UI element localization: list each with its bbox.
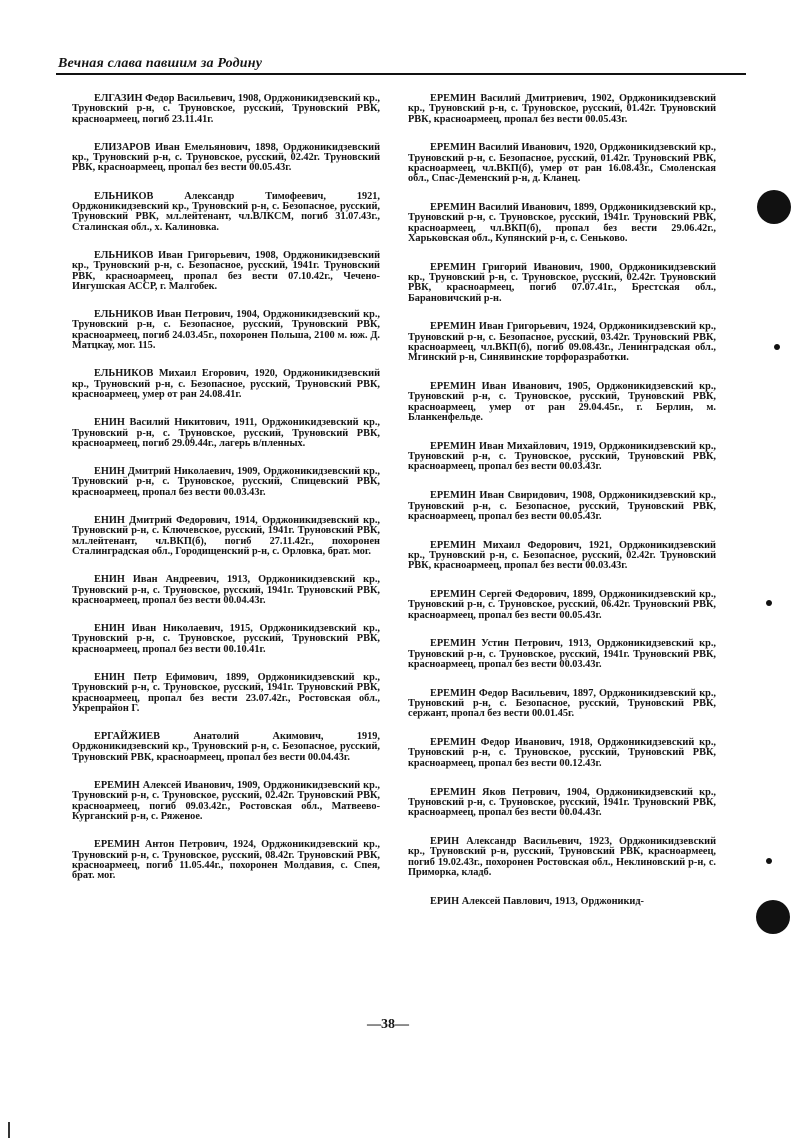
entry-name: ЕРЕМИН Григорий Иванович <box>430 261 581 273</box>
entry-name: ЕРИН Александр Васильевич <box>430 835 580 847</box>
list-item <box>72 732 380 763</box>
entry-details: , 1908, Орджоникидзевский кр., Труновский р-н, с. Безопасное, русский, Труновский РВК, красноармеец, пропал без вести 00.05.43г. <box>408 490 716 522</box>
list-item <box>72 94 380 125</box>
entry-name: ЕРЕМИН Алексей Иванович <box>94 780 232 792</box>
entry-details: , 1913, Орджоникид- <box>549 895 644 907</box>
entry-details: , 1913, Орджоникидзевский кр., Труновский р-н, с. Труновское, русский, 1941г. Труновский РВК, красноармеец, пропал без вести 00.04.43г. <box>72 574 380 606</box>
list-item <box>408 639 716 670</box>
entry-name: ЕЛЬНИКОВ Иван Григорьевич <box>94 249 248 261</box>
entry-name: ЕРЕМИН Сергей Федорович <box>430 589 567 600</box>
entry-details: , 1919, Орджоникидзевский кр., Труновский р-н, с. Безопасное, русский, Труновский РВК, красноармеец, пропал без вести 00.04.43г. <box>72 731 380 763</box>
entry-details: , 1918, Орджоникидзевский кр., Труновский р-н, с. Труновское, русский, Труновский РВК, красноармеец, пропал без вести 00.12.43г. <box>408 737 716 769</box>
list-item <box>408 738 716 769</box>
punch-hole-mark <box>756 900 790 934</box>
list-item <box>408 590 716 621</box>
entry-name: ЕРЕМИН Василий Дмитриевич <box>430 93 584 104</box>
list-item <box>72 143 380 174</box>
entry-details: , 1905, Орджоникидзевский кр., Труновский р-н, с. Труновское, русский, Труновский РВК, красноармеец, умер от ран 29.04.45г., г. Берлин, м. Бланкенфельде. <box>408 381 716 424</box>
right-column <box>408 94 716 925</box>
entry-details: , 1899, Орджоникидзевский кр., Труновский р-н, с. Труновское, русский, 1941г. Труновский РВК, красноармеец, пропал без вести 23.07.42г., Ростовская обл., Укрепрайон Г. <box>72 671 380 714</box>
entry-name: ЕНИН Петр Ефимович <box>94 671 215 683</box>
list-item <box>72 369 380 400</box>
entry-details: , 1920, Орджоникидзевский кр., Труновский р-н, с. Безопасное, русский, 01.42г. Труновский РВК, красноармеец, чл.ВКП(б), умер от ран 16.08.43г., Смоленская обл., Спас-Деменский р-н, д. Кланец. <box>408 142 716 185</box>
entry-name: ЕНИН Иван Андреевич <box>94 574 217 586</box>
entry-name: ЕРЕМИН Иван Свиридович <box>430 490 566 502</box>
list-item <box>408 263 716 304</box>
entry-details: , 1909, Орджоникидзевский кр., Труновский р-н, с. Труновское, русский, 02.42г. Труновский РВК, красноармеец, погиб 09.03.42г., Ростовская обл., Матвеево-Курганский р-н, с. Ряженое. <box>72 780 380 822</box>
entry-name: ЕРЕМИН Антон Петрович <box>94 839 226 851</box>
entry-name: ЕЛИЗАРОВ Иван Емельянович <box>94 141 248 153</box>
list-item <box>408 788 716 819</box>
list-item <box>408 837 716 878</box>
list-item <box>72 516 380 557</box>
entry-details: , 1924, Орджоникидзевский кр., Труновский р-н, с. Безопасное, русский, 03.42г. Труновский РВК, красноармеец, чл.ВКП(б), погиб 09.08.43г., Ленинградская обл., Мгинский р-н, Синявинские торфоразработки. <box>408 321 716 364</box>
running-header-title: Вечная слава павшим за Родину <box>58 56 263 71</box>
list-item <box>408 541 716 572</box>
entry-name: ЕНИН Василий Никитович <box>94 417 228 429</box>
list-item <box>72 673 380 714</box>
header-rule <box>56 73 746 75</box>
entry-details: , 1919, Орджоникидзевский кр., Труновский р-н, с. Труновское, русский, Труновский РВК, красноармеец, пропал без вести 00.03.43г. <box>408 440 716 473</box>
entry-name: ЕЛГАЗИН Федор Васильевич <box>94 93 233 104</box>
entry-name: ЕЛЬНИКОВ Иван Петрович <box>94 309 231 321</box>
left-column <box>72 94 380 899</box>
entry-name: ЕРЕМИН Василий Иванович <box>430 202 569 214</box>
entry-name: ЕРЕМИН Федор Иванович <box>430 737 562 749</box>
entry-details: , 1908, Орджоникидзевский кр., Труновский р-н, с. Безопасное, русский, 1941г. Труновский РВК, красноармеец, пропал без вести 07.10.42г., Чечено-Ингушская АССР, г. Малгобек. <box>72 249 380 292</box>
punch-hole-mark <box>774 344 780 350</box>
entry-name: ЕРГАЙЖИЕВ Анатолий Акимович <box>94 731 321 743</box>
entry-details: , 1921, Орджоникидзевский кр., Труновский р-н, с. Безопасное, русский, Труновский РВК, мл.лейтенант, чл.ВЛКСМ, погиб 31.07.43г., Сталинская обл., х. Калиновка. <box>72 190 380 233</box>
list-item <box>72 781 380 822</box>
entry-details: , 1923, Орджоникидзевский кр., Труновский р-н, русский, Труновский РВК, красноармеец, погиб 19.02.43г., похоронен Ростовская обл., Неклиновский р-н, с. Приморка, кладб. <box>408 835 716 878</box>
entry-details: , 1921, Орджоникидзевский кр., Труновский р-н, с. Безопасное, русский, 02.42г. Труновский РВК, красноармеец, пропал без вести 00.03.43г. <box>408 539 716 572</box>
entry-name: ЕРЕМИН Федор Васильевич <box>430 687 568 699</box>
entry-name: ЕНИН Дмитрий Николаевич <box>94 466 232 478</box>
list-item <box>408 322 716 363</box>
entry-name: ЕНИН Дмитрий Федорович <box>94 515 228 527</box>
list-item <box>72 251 380 292</box>
entry-name: ЕРЕМИН Иван Иванович <box>430 381 559 393</box>
list-item <box>72 310 380 351</box>
entry-name: ЕРЕМИН Михаил Федорович <box>430 539 580 551</box>
list-item <box>72 467 380 498</box>
entry-name: ЕРЕМИН Устин Петрович <box>430 638 561 650</box>
punch-hole-mark <box>766 600 772 606</box>
entry-details: , 1909, Орджоникидзевский кр., Труновский р-н, с. Труновское, русский, Спицевский РВК, красноармеец, пропал без вести 00.03.43г. <box>72 466 380 498</box>
entry-name: ЕРЕМИН Иван Григорьевич <box>430 321 567 333</box>
entry-details: , 1914, Орджоникидзевский кр., Труновский р-н, с. Ключевское, русский, 1941г. Труновский РВК, мл.лейтенант, чл.ВКП(б), погиб 27.11.42г., похоронен Сталинградская обл., Городищенский р-н, с. Орловка, брат. мог. <box>72 515 380 557</box>
entry-details: , 1913, Орджоникидзевский кр., Труновский р-н, с. Труновское, русский, 1941г. Труновский РВК, красноармеец, пропал без вести 00.03.43г. <box>408 638 716 670</box>
entry-name: ЕНИН Иван Николаевич <box>94 623 221 635</box>
list-item <box>408 491 716 522</box>
entry-name: ЕЛЬНИКОВ Александр Тимофеевич <box>94 190 324 202</box>
entry-details: , 1897, Орджоникидзевский кр., Труновский р-н, с. Безопасное, русский, Труновский РВК, сержант, пропал без вести 00.01.45г. <box>408 687 716 720</box>
page-number: —38— <box>367 1017 409 1032</box>
entry-details: , 1898, Орджоникидзевский кр., Труновский р-н, с. Труновское, русский, 02.42г. Труновский РВК, красноармеец, пропал без вести 00.05.43г. <box>72 141 381 174</box>
list-item <box>72 418 380 449</box>
list-item <box>72 840 380 881</box>
entry-details: , 1900, Орджоникидзевский кр., Труновский р-н, с. Труновское, русский, 02.42г. Труновский РВК, красноармеец, погиб 07.07.41г., Брестская обл., Барановичский р-н. <box>408 261 716 304</box>
list-item <box>72 575 380 606</box>
entry-details: , 1899, Орджоникидзевский кр., Труновский р-н, с. Труновское, русский, 06.42г. Труновский РВК, красноармеец, пропал без вести 00.05.43г. <box>408 589 716 621</box>
punch-hole-mark <box>757 190 791 224</box>
list-item <box>408 143 716 184</box>
entry-details: , 1902, Орджоникидзевский кр., Труновский р-н, с. Труновское, русский, 01.42г. Труновский РВК, красноармеец, пропал без вести 00.05.43г. <box>408 93 716 125</box>
entry-name: ЕЛЬНИКОВ Михаил Егорович <box>94 368 247 380</box>
entry-details: , 1915, Орджоникидзевский кр., Труновский р-н, с. Труновское, русский, Труновский РВК, красноармеец, пропал без вести 00.10.41г. <box>72 623 380 655</box>
list-item <box>408 897 716 907</box>
edge-mark <box>8 1122 10 1138</box>
entry-name: ЕРЕМИН Василий Иванович <box>430 142 569 154</box>
entry-details: , 1920, Орджоникидзевский кр., Труновский р-н, с. Безопасное, русский, Труновский РВК, красноармеец, умер от ран 24.08.41г. <box>72 368 381 400</box>
entry-details: , 1904, Орджоникидзевский кр., Труновский р-н, с. Безопасное, русский, Труновский РВК, красноармеец, погиб 24.03.45г., похоронен Польша, 2100 м. юж. Д. Матцкау, мог. 115. <box>72 309 380 352</box>
list-item <box>72 192 380 233</box>
list-item <box>408 382 716 423</box>
list-item <box>72 624 380 655</box>
entry-name: ЕРЕМИН Яков Петрович <box>430 786 558 798</box>
list-item <box>408 442 716 473</box>
list-item <box>408 203 716 244</box>
entry-name: ЕРЕМИН Иван Михайлович <box>430 440 567 452</box>
list-item <box>408 689 716 720</box>
entry-details: , 1924, Орджоникидзевский кр., Труновский р-н, с. Труновское, русский, 08.42г. Труновский РВК, красноармеец, погиб 11.05.44г., похоронен Молдавия, с. Спея, брат. мог. <box>72 839 380 882</box>
list-item <box>408 94 716 125</box>
punch-hole-mark <box>766 858 772 864</box>
entry-details: , 1911, Орджоникидзевский кр., Труновский р-н, с. Труновское, русский, Труновский РВК, красноармеец, погиб 29.09.44г., лагерь в/пленных. <box>72 417 380 449</box>
entry-details: , 1899, Орджоникидзевский кр., Труновский р-н, с. Труновское, русский, 1941г. Труновский РВК, красноармеец, чл.ВКП(б), пропал без вести 29.06.42г., Харьковская обл., Купянский р-н, с. Сеньково. <box>408 202 716 244</box>
entry-name: ЕРИН Алексей Павлович <box>430 895 550 907</box>
entry-details: , 1908, Орджоникидзевский кр., Труновский р-н, с. Труновское, русский, Труновский РВК, красноармеец, погиб 23.11.41г. <box>72 93 380 125</box>
entry-details: , 1904, Орджоникидзевский кр., Труновский р-н, с. Труновское, русский, 1941г. Труновский РВК, красноармеец, пропал без вести 00.04.43г. <box>408 786 716 819</box>
